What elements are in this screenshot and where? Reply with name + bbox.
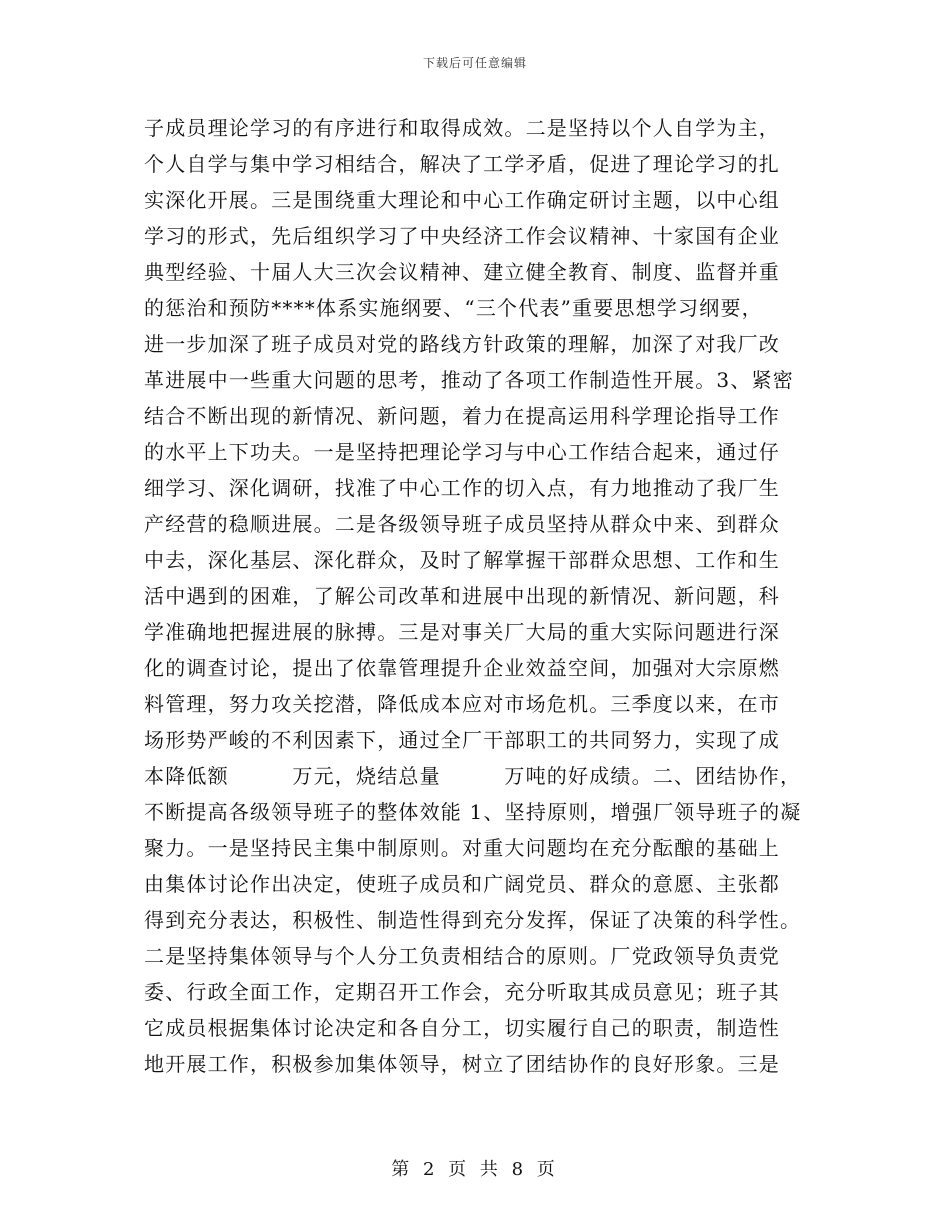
text-line: 的水平上下功夫。一是坚持把理论学习与中心工作结合起来，通过仔 xyxy=(144,440,780,464)
text-line: 化的调查讨论，提出了依靠管理提升企业效益空间，加强对大宗原燃 xyxy=(144,656,780,680)
page-header: 下载后可任意编辑 xyxy=(422,56,527,70)
text-line: 的惩治和预防****体系实施纲要、“三个代表”重要思想学习纲要， xyxy=(144,296,763,320)
text-line: 产经营的稳顺进展。二是各级领导班子成员坚持从群众中来、到群众 xyxy=(144,512,780,536)
text-line: 子成员理论学习的有序进行和取得成效。二是坚持以个人自学为主， xyxy=(144,116,780,140)
text-line: 本降低额 万元，烧结总量 万吨的好成绩。二、团结协作， xyxy=(144,764,802,788)
text-line: 学习的形式，先后组织学习了中央经济工作会议精神、十家国有企业 xyxy=(144,224,780,248)
text-line: 得到充分表达，积极性、制造性得到充分发挥，保证了决策的科学性。 xyxy=(144,908,802,932)
text-line: 个人自学与集中学习相结合，解决了工学矛盾，促进了理论学习的扎 xyxy=(144,152,780,176)
page-number: 第 2 页 共 8 页 xyxy=(391,1159,559,1180)
body-text xyxy=(144,110,804,1082)
text-line: 典型经验、十届人大三次会议精神、建立健全教育、制度、监督并重 xyxy=(144,260,780,284)
text-line: 由集体讨论作出决定，使班子成员和广阔党员、群众的意愿、主张都 xyxy=(144,872,780,896)
text-line: 中去，深化基层、深化群众，及时了解掌握干部群众思想、工作和生 xyxy=(144,548,780,572)
text-line: 结合不断出现的新情况、新问题，着力在提高运用科学理论指导工作 xyxy=(144,404,780,428)
text-line: 细学习、深化调研，找准了中心工作的切入点，有力地推动了我厂生 xyxy=(144,476,780,500)
text-line: 实深化开展。三是围绕重大理论和中心工作确定研讨主题，以中心组 xyxy=(144,188,780,212)
text-line: 二是坚持集体领导与个人分工负责相结合的原则。厂党政领导负责党 xyxy=(144,944,780,968)
text-line: 学准确地把握进展的脉搏。三是对事关厂大局的重大实际问题进行深 xyxy=(144,620,780,644)
text-line: 活中遇到的困难，了解公司改革和进展中出现的新情况、新问题，科 xyxy=(144,584,780,608)
text-line: 它成员根据集体讨论决定和各自分工，切实履行自己的职责，制造性 xyxy=(144,1016,780,1040)
text-line: 场形势严峻的不利因素下，通过全厂干部职工的共同努力，实现了成 xyxy=(144,728,780,752)
text-line: 进一步加深了班子成员对党的路线方针政策的理解，加深了对我厂改 xyxy=(144,332,780,356)
text-line: 不断提高各级领导班子的整体效能 1、坚持原则，增强厂领导班子的凝 xyxy=(144,800,802,824)
text-line: 地开展工作，积极参加集体领导，树立了团结协作的良好形象。三是 xyxy=(144,1052,780,1076)
text-line: 料管理，努力攻关挖潜，降低成本应对市场危机。三季度以来，在市 xyxy=(144,692,780,716)
text-line: 革进展中一些重大问题的思考，推动了各项工作制造性开展。3、紧密 xyxy=(144,368,794,392)
text-line: 委、行政全面工作，定期召开工作会，充分听取其成员意见；班子其 xyxy=(144,980,780,1004)
text-line: 聚力。一是坚持民主集中制原则。对重大问题均在充分酝酿的基础上 xyxy=(144,836,780,860)
